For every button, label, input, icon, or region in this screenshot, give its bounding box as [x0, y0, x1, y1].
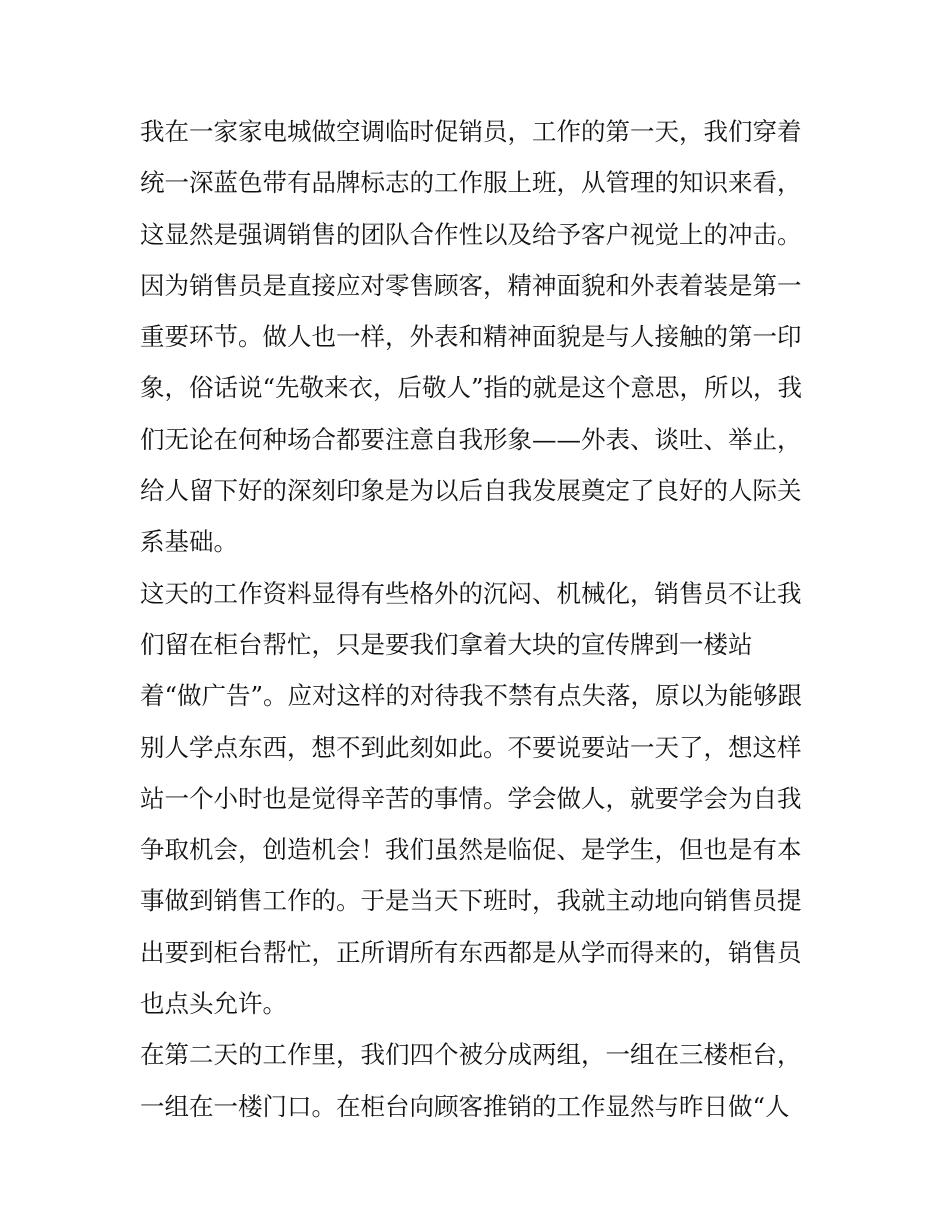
- document-body: [140, 106, 820, 1132]
- text-line: 事做到销售工作的。于是当天下班时，我就主动地向销售员提: [140, 886, 802, 916]
- text-line: 这显然是强调销售的团队合作性以及给予客户视觉上的冲击。: [140, 219, 802, 249]
- text-line: 系基础。: [140, 527, 238, 557]
- text-line: 这天的工作资料显得有些格外的沉闷、机械化，销售员不让我: [140, 578, 802, 608]
- text-line: 也点头允许。: [140, 989, 287, 1019]
- text-line: 一组在一楼门口。在柜台向顾客推销的工作显然与昨日做“人: [140, 1091, 790, 1121]
- text-line: 因为销售员是直接应对零售顾客，精神面貌和外表着装是第一: [140, 270, 802, 300]
- text-line: 给人留下好的深刻印象是为以后自我发展奠定了良好的人际关: [140, 476, 802, 506]
- text-line: 争取机会，创造机会！我们虽然是临促、是学生，但也是有本: [140, 835, 802, 865]
- text-line: 别人学点东西，想不到此刻如此。不要说要站一天了，想这样: [140, 732, 802, 762]
- text-line: 着“做广告”。应对这样的对待我不禁有点失落，原以为能够跟: [140, 681, 803, 711]
- text-line: 象，俗话说“先敬来衣，后敬人”指的就是这个意思，所以，我: [140, 373, 803, 403]
- text-line: 统一深蓝色带有品牌标志的工作服上班，从管理的知识来看，: [140, 168, 802, 198]
- text-line: 我在一家家电城做空调临时促销员，工作的第一天，我们穿着: [140, 117, 802, 146]
- text-line: 出要到柜台帮忙，正所谓所有东西都是从学而得来的，销售员: [140, 937, 802, 967]
- text-line: 们留在柜台帮忙，只是要我们拿着大块的宣传牌到一楼站: [140, 629, 753, 659]
- text-line: 在第二天的工作里，我们四个被分成两组，一组在三楼柜台，: [140, 1040, 802, 1070]
- text-line: 们无论在何种场合都要注意自我形象——外表、谈吐、举止，: [140, 424, 802, 454]
- text-line: 站一个小时也是觉得辛苦的事情。学会做人，就要学会为自我: [140, 783, 802, 813]
- text-line: 重要环节。做人也一样，外表和精神面貌是与人接触的第一印: [140, 322, 802, 352]
